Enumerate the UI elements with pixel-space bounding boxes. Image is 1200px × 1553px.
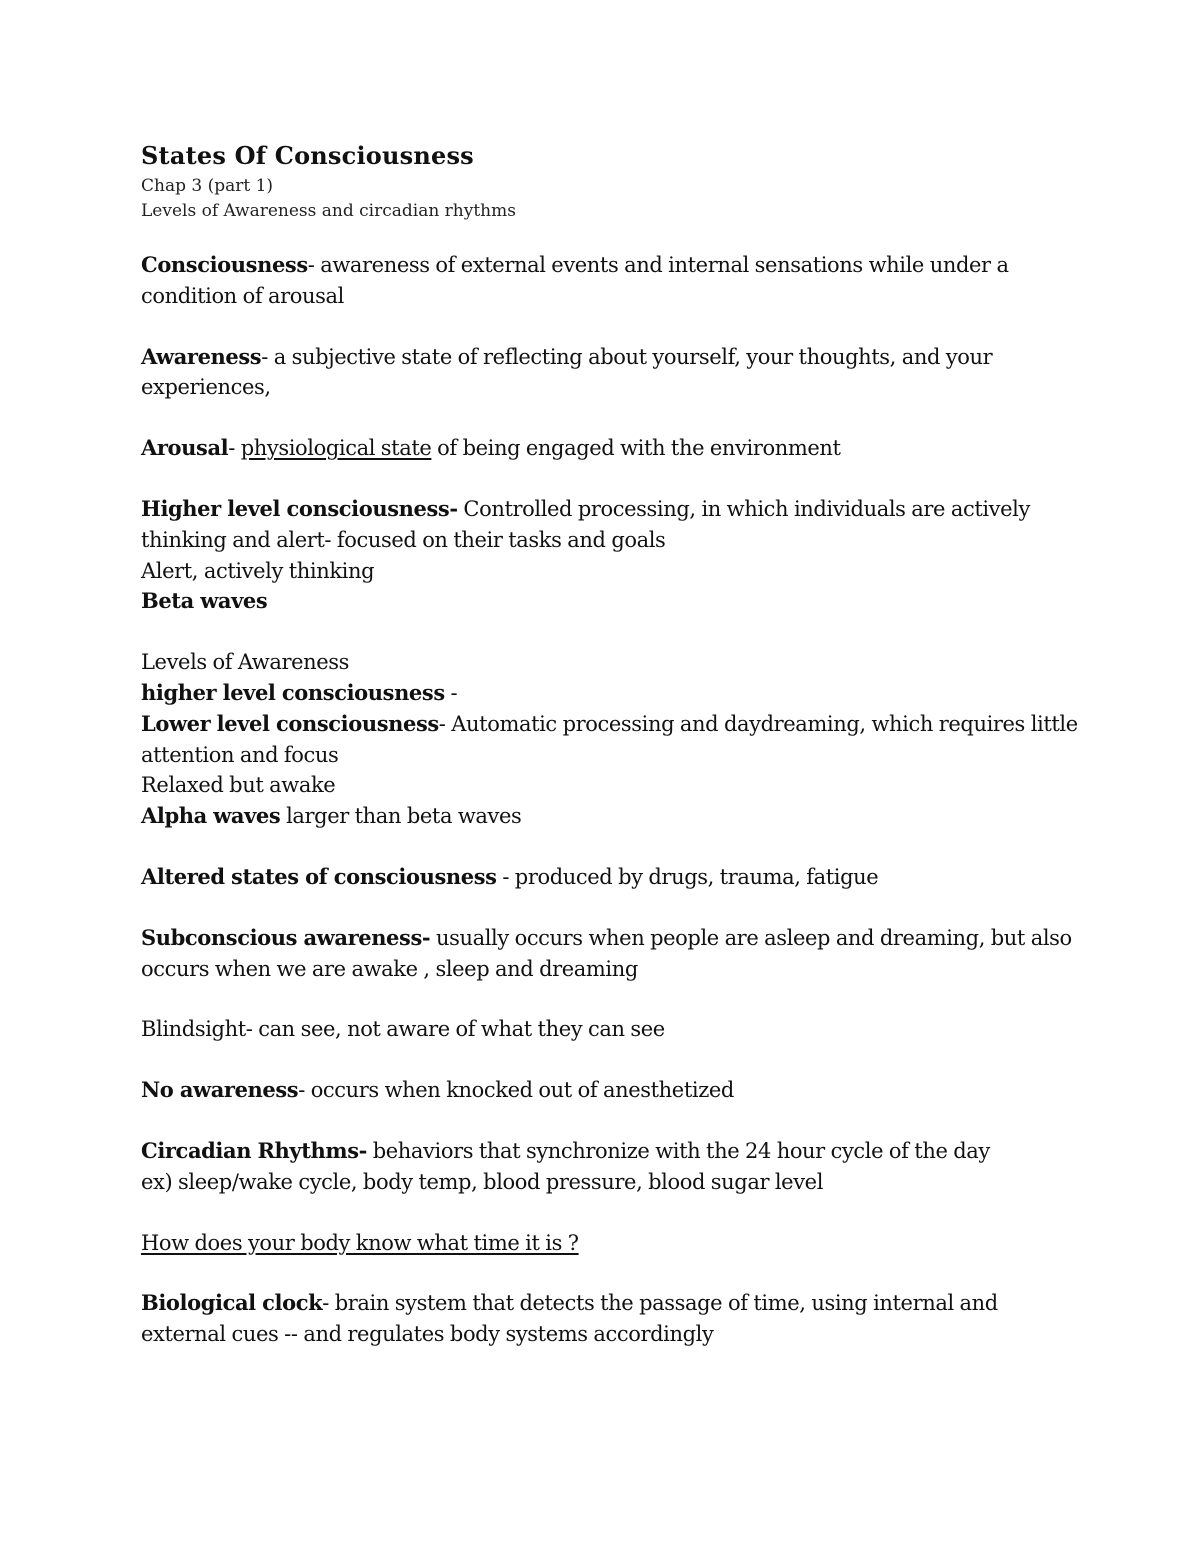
levels-of-awareness-section bbox=[141, 647, 1081, 832]
no-awareness-definition bbox=[141, 1075, 1081, 1106]
altered-states-definition bbox=[141, 862, 1081, 893]
alpha-waves-line bbox=[141, 801, 1081, 832]
term-no-awareness: No awareness bbox=[141, 1077, 299, 1103]
term-subconscious: Subconscious awareness- bbox=[141, 924, 431, 950]
relaxed-note: Relaxed but awake bbox=[141, 773, 336, 798]
term-arousal: Arousal bbox=[141, 435, 229, 461]
alpha-waves-rest: larger than beta waves bbox=[280, 804, 522, 829]
consciousness-definition bbox=[141, 250, 1081, 312]
term-altered-states: Altered states of consciousness bbox=[141, 863, 497, 889]
definition-higher-level: Controlled processing, in which individuals are actively thinking and alert- focused on their tasks and goals bbox=[141, 496, 1030, 552]
document-page bbox=[141, 140, 1081, 1350]
definition-no-awareness: - occurs when knocked out of anesthetized bbox=[298, 1078, 734, 1103]
definition-arousal-rest: of being engaged with the environment bbox=[431, 436, 841, 461]
term-alpha-waves: Alpha waves bbox=[141, 803, 281, 829]
body-time-question: How does your body know what time it is ? bbox=[141, 1230, 579, 1255]
underlined-physiological-state: physiological state bbox=[240, 436, 432, 461]
term-consciousness: Consciousness bbox=[141, 252, 308, 277]
definition-lower-level: - Automatic processing and daydreaming, which requires little attention and focus bbox=[141, 711, 1078, 767]
arousal-definition bbox=[141, 433, 1081, 464]
definition-awareness: - a subjective state of reflecting about yourself, your thoughts, and your experiences, bbox=[141, 344, 993, 400]
definition-altered-states: - produced by drugs, trauma, fatigue bbox=[496, 864, 879, 889]
levels-heading: Levels of Awareness bbox=[141, 650, 350, 675]
higher-level-note: Alert, actively thinking bbox=[141, 558, 375, 583]
beta-waves-label: Beta waves bbox=[141, 588, 268, 614]
document-title: States Of Consciousness bbox=[141, 141, 474, 170]
higher-level-definition bbox=[141, 494, 1081, 556]
term-higher-level: Higher level consciousness- bbox=[141, 495, 458, 521]
definition-consciousness: - awareness of external events and internal sensations while under a condition of arousal bbox=[141, 253, 1009, 308]
definition-subconscious: usually occurs when people are asleep and dreaming, but also occurs when we are awake , sleep and dreaming bbox=[141, 925, 1072, 981]
term-awareness: Awareness bbox=[141, 343, 262, 369]
circadian-definition bbox=[141, 1136, 1081, 1167]
circadian-section bbox=[141, 1136, 1081, 1198]
definition-circadian: behaviors that synchronize with the 24 hour cycle of the day bbox=[366, 1138, 990, 1163]
subtitle-block bbox=[141, 174, 1081, 224]
awareness-definition bbox=[141, 342, 1081, 404]
chapter-label: Chap 3 (part 1) bbox=[141, 176, 274, 196]
higher-level-section bbox=[141, 494, 1081, 617]
lower-level-definition bbox=[141, 709, 1081, 771]
levels-higher-rest: - bbox=[444, 680, 458, 705]
levels-higher-line bbox=[141, 678, 1081, 709]
arousal-separator: - bbox=[228, 436, 241, 461]
term-lower-level: Lower level consciousness bbox=[141, 710, 439, 736]
biological-clock-definition bbox=[141, 1288, 1081, 1350]
term-levels-higher: higher level consciousness bbox=[141, 679, 445, 705]
definition-biological-clock: - brain system that detects the passage of time, using internal and external cues -- and regulates body systems accordingly bbox=[141, 1291, 998, 1347]
subconscious-definition bbox=[141, 923, 1081, 985]
circadian-example: ex) sleep/wake cycle, body temp, blood pressure, blood sugar level bbox=[141, 1169, 824, 1194]
blindsight-definition: Blindsight- can see, not aware of what they can see bbox=[141, 1017, 665, 1042]
term-biological-clock: Biological clock bbox=[141, 1290, 323, 1316]
term-circadian: Circadian Rhythms- bbox=[141, 1137, 367, 1163]
section-label: Levels of Awareness and circadian rhythms bbox=[141, 201, 516, 221]
